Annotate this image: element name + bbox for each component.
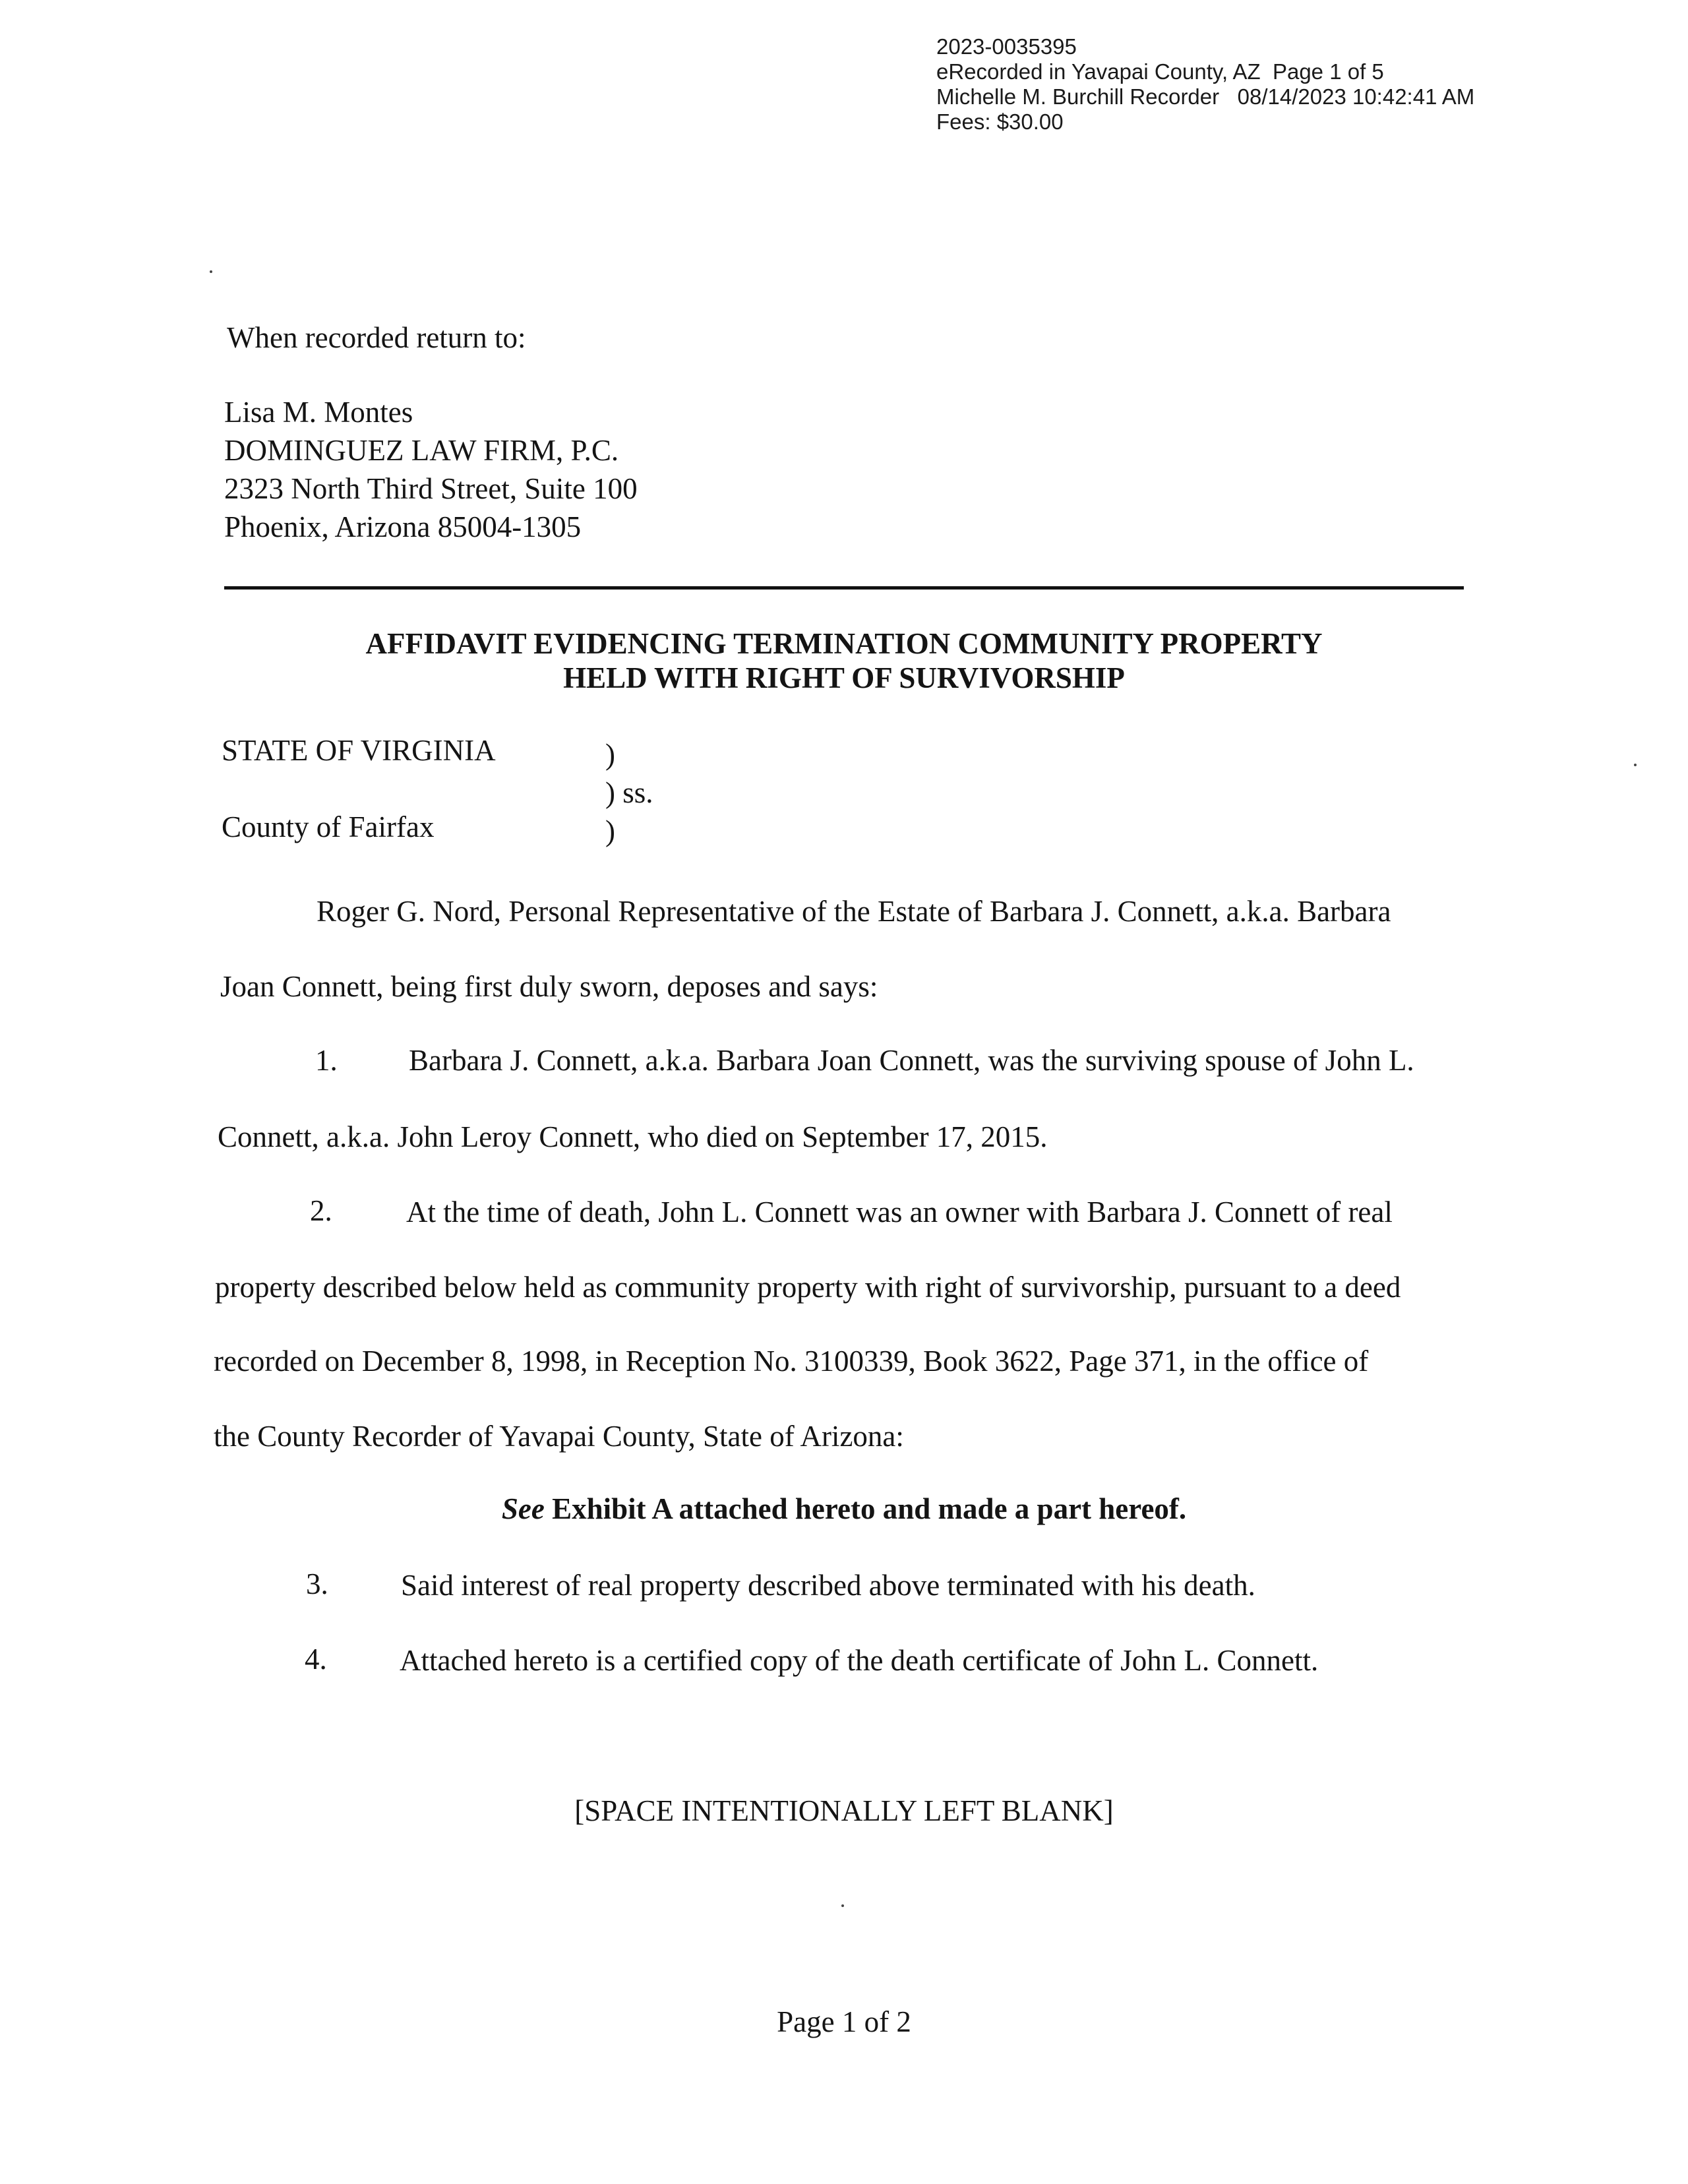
paragraph-1-number: 1. [315, 1044, 338, 1077]
exhibit-reference [224, 1492, 1464, 1526]
return-street: 2323 North Third Street, Suite 100 [224, 472, 638, 505]
return-address-block [224, 393, 638, 546]
venue-county: County of Fairfax [222, 810, 435, 843]
paragraph-1-line-1: Barbara J. Connett, a.k.a. Barbara Joan Connett, was the surviving spouse of John L. [409, 1044, 1414, 1077]
venue-paren-close: ) [605, 814, 615, 847]
scan-speck [210, 270, 212, 273]
paragraph-3-line-1: Said interest of real property described above terminated with his death. [401, 1569, 1255, 1602]
paragraph-4-number: 4. [305, 1643, 327, 1676]
paragraph-2-line-1: At the time of death, John L. Connett was an owner with Barbara J. Connett of real [406, 1196, 1393, 1228]
fees-line: Fees: $30.00 [936, 109, 1064, 134]
recorded-county-line: eRecorded in Yavapai County, AZ Page 1 of 5 [936, 59, 1384, 84]
document-title [224, 626, 1464, 695]
recording-stamp [936, 34, 1474, 135]
intro-line-1: Roger G. Nord, Personal Representative of the Estate of Barbara J. Connett, a.k.a. Barbara [316, 895, 1391, 928]
title-line-2: HELD WITH RIGHT OF SURVIVORSHIP [563, 661, 1125, 694]
venue-state: STATE OF VIRGINIA [222, 734, 496, 767]
scan-speck [1634, 764, 1637, 766]
exhibit-see: See [501, 1492, 545, 1525]
space-left-blank-notice: [SPACE INTENTIONALLY LEFT BLANK] [574, 1794, 1114, 1827]
return-name: Lisa M. Montes [224, 396, 413, 429]
scan-speck [841, 1904, 844, 1907]
venue-paren-open: ) [605, 738, 615, 771]
horizontal-rule [224, 586, 1464, 590]
paragraph-3-number: 3. [306, 1567, 328, 1600]
paragraph-4-line-1: Attached hereto is a certified copy of the death certificate of John L. Connett. [400, 1644, 1319, 1677]
page-number-footer: Page 1 of 2 [777, 2005, 911, 2038]
return-city: Phoenix, Arizona 85004-1305 [224, 510, 582, 543]
recorder-date-line: Michelle M. Burchill Recorder 08/14/2023 10:42:41 AM [936, 84, 1475, 109]
paragraph-2-line-4: the County Recorder of Yavapai County, State of Arizona: [214, 1420, 904, 1453]
document-number: 2023-0035395 [936, 34, 1077, 59]
title-line-1: AFFIDAVIT EVIDENCING TERMINATION COMMUNITY PROPERTY [365, 627, 1323, 660]
paragraph-2-line-3: recorded on December 8, 1998, in Reception No. 3100339, Book 3622, Page 371, in the office of [214, 1345, 1369, 1378]
return-to-label: When recorded return to: [227, 321, 526, 354]
paragraph-1-line-2: Connett, a.k.a. John Leroy Connett, who died on September 17, 2015. [218, 1120, 1048, 1153]
exhibit-text: Exhibit A attached hereto and made a part hereof. [552, 1492, 1187, 1525]
intro-line-2: Joan Connett, being first duly sworn, deposes and says: [220, 970, 878, 1003]
paragraph-2-number: 2. [310, 1194, 332, 1227]
venue-ss: ) ss. [605, 776, 653, 809]
paragraph-2-line-2: property described below held as community property with right of survivorship, pursuant to a deed [215, 1271, 1401, 1304]
return-firm: DOMINGUEZ LAW FIRM, P.C. [224, 434, 619, 467]
